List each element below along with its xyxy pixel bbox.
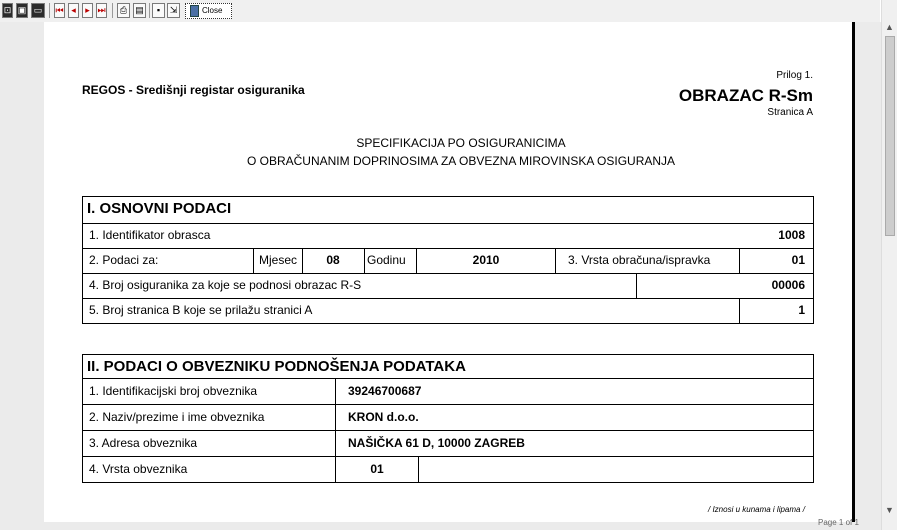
form-row	[83, 248, 813, 274]
scroll-up-icon[interactable]: ▲	[885, 22, 894, 32]
specification-title-line2: O OBRAČUNANIM DOPRINOSIMA ZA OBVEZNA MIROVINSKA OSIGURANJA	[246, 154, 676, 168]
viewer-background-right	[855, 22, 881, 522]
field-value: 01	[370, 462, 384, 476]
last-page-icon[interactable]: ⏭	[96, 3, 107, 18]
field-label: 1. Identifikator obrasca	[89, 228, 211, 242]
form-row	[83, 298, 813, 324]
form-row	[83, 378, 813, 405]
field-label: 4. Broj osiguranika za koje se podnosi obrazac R-S	[89, 278, 362, 292]
month-value: 08	[326, 253, 340, 267]
scroll-down-icon[interactable]: ▼	[885, 505, 894, 515]
close-button-label: Close	[202, 6, 223, 15]
toolbar-separator	[112, 3, 113, 18]
toolbar-separator	[149, 3, 150, 18]
divider	[418, 457, 419, 483]
form-title: OBRAZAC R-Sm	[678, 86, 813, 105]
year-value: 2010	[472, 253, 500, 267]
year-label: Godinu	[367, 253, 406, 267]
zoom-fit-icon[interactable]: ⊡	[2, 3, 13, 18]
section-obligor-data	[82, 354, 814, 483]
field-value: 01	[791, 253, 805, 267]
close-button[interactable]	[185, 3, 232, 19]
currency-note: / Iznosi u kunama i lipama /	[708, 505, 805, 514]
field-label: 2. Naziv/prezime i ime obveznika	[89, 410, 265, 424]
viewer-background-left	[0, 22, 44, 522]
field-value: 1008	[778, 228, 805, 242]
zoom-page-icon[interactable]: ▣	[16, 3, 28, 18]
form-row	[83, 430, 813, 457]
save-icon[interactable]: ▪	[152, 3, 165, 18]
prev-page-icon[interactable]: ◂	[68, 3, 79, 18]
specification-title-line1: SPECIFIKACIJA PO OSIGURANICIMA	[356, 136, 566, 150]
vertical-scrollbar[interactable]	[881, 0, 897, 530]
next-page-icon[interactable]: ▸	[82, 3, 93, 18]
export-icon[interactable]: ⇲	[167, 3, 180, 18]
form-row	[83, 273, 813, 299]
field-value: 00006	[771, 278, 805, 292]
field-value: KRON d.o.o.	[348, 410, 419, 424]
organization-title: REGOS - Središnji registar osiguranika	[82, 83, 305, 97]
field-label: 3. Adresa obveznika	[89, 436, 198, 450]
field-value: 1	[798, 303, 805, 317]
field-label: 3. Vrsta obračuna/ispravka	[568, 253, 711, 267]
attachment-label: Prilog 1.	[776, 70, 813, 81]
section-title: II. PODACI O OBVEZNIKU PODNOŠENJA PODATAKA	[87, 358, 466, 375]
field-value: 39246700687	[348, 384, 422, 398]
report-viewer-toolbar	[0, 0, 880, 23]
field-label: 5. Broj stranica B koje se prilažu stranici A	[89, 303, 313, 317]
page-indicator: Page 1 of 1	[818, 518, 859, 527]
print-setup-icon[interactable]: ▤	[133, 3, 146, 18]
month-label: Mjesec	[258, 253, 297, 267]
form-row	[83, 223, 813, 249]
field-label: 1. Identifikacijski broj obveznika	[89, 384, 258, 398]
form-row	[83, 404, 813, 431]
field-label: 4. Vrsta obveznika	[89, 462, 188, 476]
zoom-width-icon[interactable]: ▭	[31, 3, 45, 18]
print-icon[interactable]: ⎙	[117, 3, 130, 18]
form-row	[83, 456, 813, 483]
page-side-label: Stranica A	[767, 107, 813, 118]
section-title: I. OSNOVNI PODACI	[87, 200, 232, 217]
toolbar-separator	[49, 3, 50, 18]
first-page-icon[interactable]: ⏮	[54, 3, 65, 18]
field-value: NAŠIČKA 61 D, 10000 ZAGREB	[348, 436, 525, 450]
section-basic-data	[82, 196, 814, 324]
field-label: 2. Podaci za:	[89, 253, 159, 267]
door-icon	[190, 5, 199, 17]
horizontal-scrollbar[interactable]	[0, 522, 881, 530]
